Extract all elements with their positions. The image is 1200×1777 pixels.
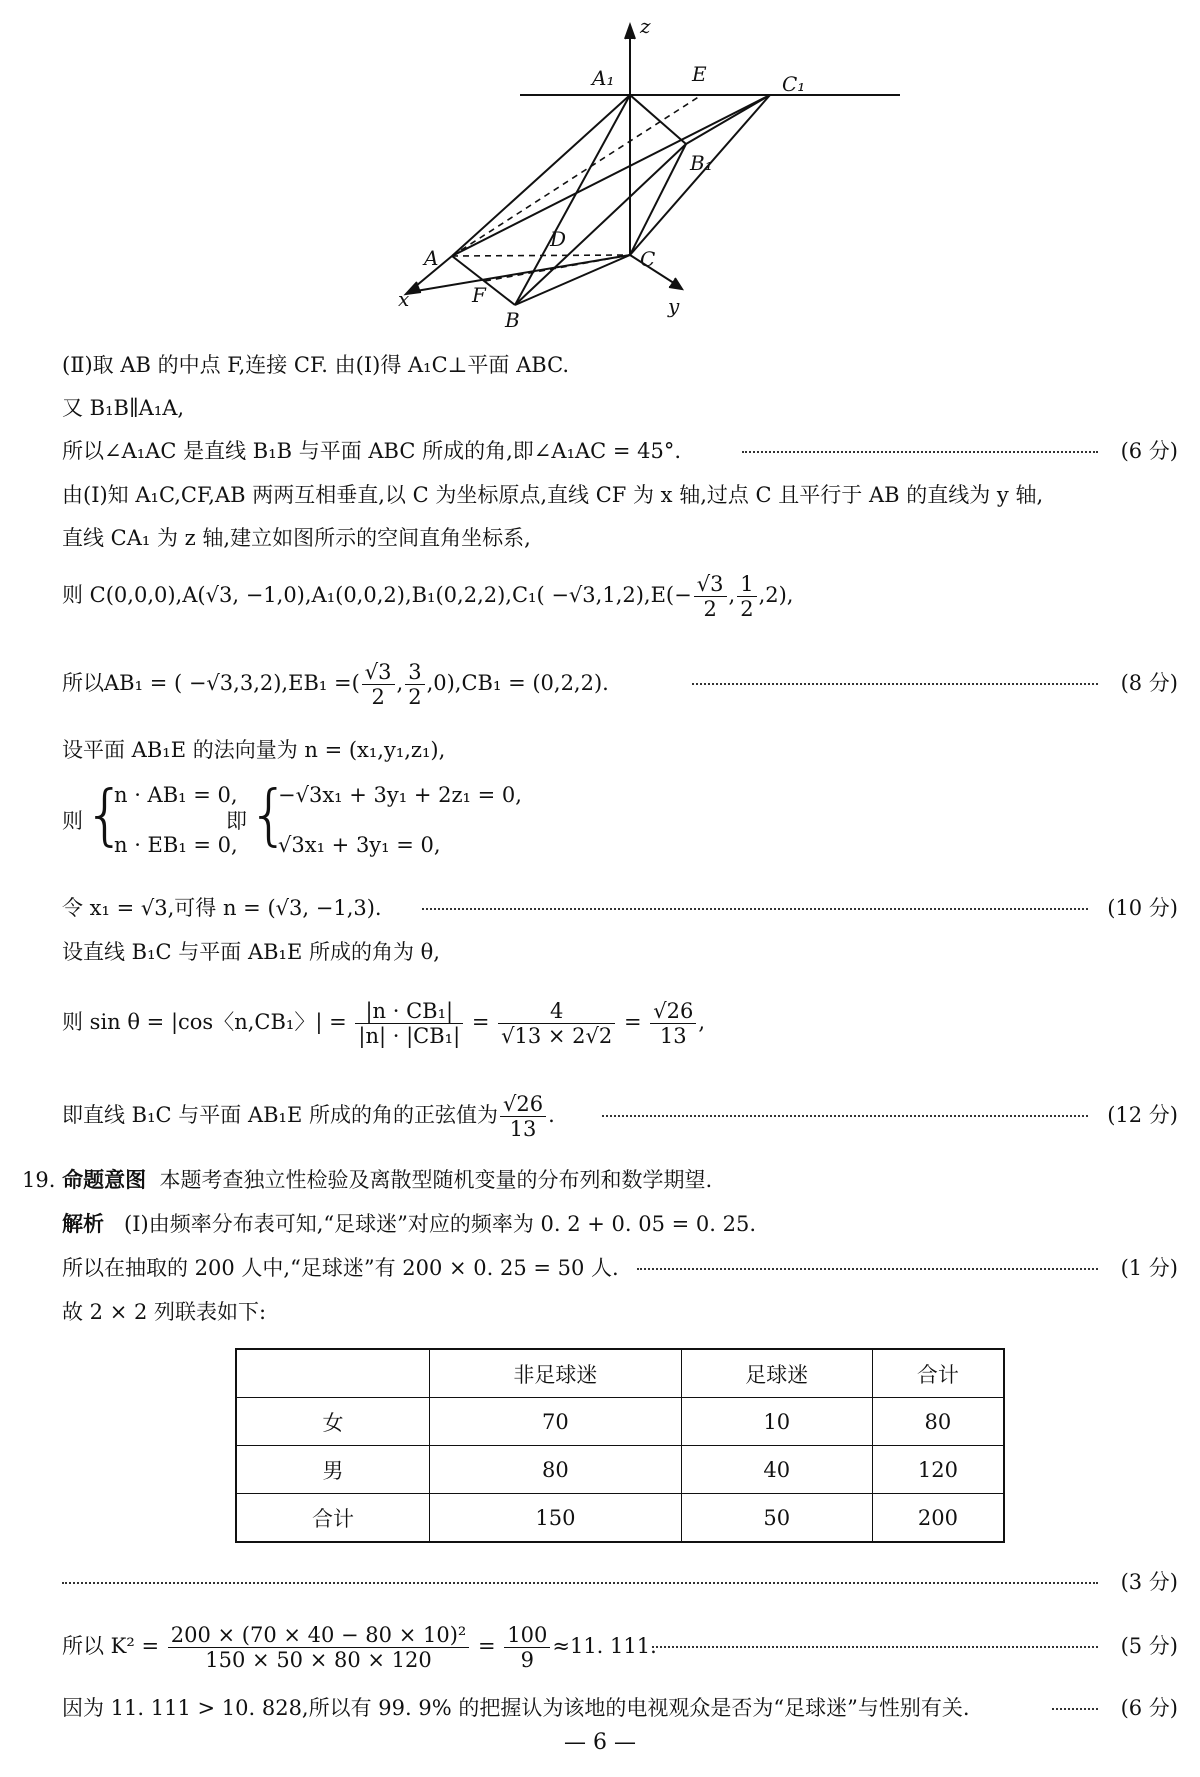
line-score-3 [62,1562,1178,1602]
fig-label-c: C [640,247,656,271]
table-row [236,1398,1004,1446]
table-cell: 合计 [872,1349,1004,1398]
score-1: (1 分) [1120,1256,1178,1280]
fig-label-x: x [398,287,410,311]
fig-label-b: B [505,308,520,332]
q19-analysis: 解析 (Ⅰ)由频率分布表可知,“足球迷”对应的频率为 0. 2 + 0. 05 = 0. 25. [62,1212,757,1236]
line-coordinate-setup-2: 直线 CA₁ 为 z 轴,建立如图所示的空间直角坐标系, [62,526,531,550]
fig-label-c1: C₁ [782,72,806,96]
table-cell: 120 [872,1446,1004,1494]
fig-label-b1: B₁ [690,151,713,175]
line-table-intro: 故 2 × 2 列联表如下: [62,1300,267,1324]
fig-label-d: D [550,227,567,251]
fig-label-a: A [424,246,439,270]
table-cell: 10 [681,1398,872,1446]
page-number: — 6 — [564,1730,636,1755]
line-angle: 所以∠A₁AC 是直线 B₁B 与平面 ABC 所成的角,即∠A₁AC = 45°. (6 分) [62,431,1178,471]
prism-figure [390,14,806,335]
fig-label-e: E [692,62,707,86]
q19-number: 19. [22,1168,56,1192]
table-cell: 合计 [236,1494,430,1543]
fig-label-z: z [640,14,651,38]
q19-intent: 19. 命题意图 本题考查独立性检验及离散型随机变量的分布列和数学期望. [22,1168,713,1192]
equation-system: 则 { n · AB₁ = 0, n · EB₁ = 0, 即 { −√3x₁ + 3y₁ + 2z₁ = 0, √3x₁ + 3y₁ = 0, [62,776,522,857]
table-cell: 足球迷 [681,1349,872,1398]
line-normal-vector: 设平面 AB₁E 的法向量为 n = (x₁,y₁,z₁), [62,738,446,762]
table-cell: 40 [681,1446,872,1494]
score-6: (6 分) [1120,439,1178,463]
line-fans-count: 所以在抽取的 200 人中,“足球迷”有 200 × 0. 25 = 50 人. (1 分) [62,1248,1178,1288]
score-3: (3 分) [1120,1570,1178,1594]
table-row [236,1446,1004,1494]
table-cell: 70 [430,1398,682,1446]
line-part2-intro: (Ⅱ)取 AB 的中点 F,连接 CF. 由(Ⅰ)得 A₁C⊥平面 ABC. [62,353,570,377]
line-coordinates: 则 C(0,0,0),A(√3, −1,0),A₁(0,0,2),B₁(0,2,2),C₁( −√3,1,2),E(− $\frac{√3}{2}$ , $\frac{1}{2}$ ,2), [62,571,794,621]
line-coordinate-setup: 由(Ⅰ)知 A₁C,CF,AB 两两互相垂直,以 C 为坐标原点,直线 CF 为 x 轴,过点 C 且平行于 AB 的直线为 y 轴, [62,483,1044,507]
fig-label-y: y [668,294,680,318]
contingency-table [235,1348,1005,1543]
line-theta: 设直线 B₁C 与平面 AB₁E 所成的角为 θ, [62,940,440,964]
table-header-row [236,1349,1004,1398]
table-cell: 150 [430,1494,682,1543]
table-cell: 80 [872,1398,1004,1446]
fig-label-f: F [472,283,486,307]
score-10: (10 分) [1107,896,1178,920]
line-sin-theta: 则 sin θ = |cos〈n,CB₁〉| = $\frac{\text{|n · CB₁|}}{\text{|n| · |CB₁|}}$ = $\frac{4}{√13 \times 2√2}$ = $\frac{√26}{13}$ , [62,998,706,1048]
table-cell: 女 [236,1398,430,1446]
score-8: (8 分) [1120,671,1178,695]
table-row [236,1494,1004,1543]
line-parallel: 又 B₁B∥A₁A, [62,396,185,420]
score-5: (5 分) [1120,1634,1178,1658]
line-conclusion: 因为 11. 111 > 10. 828,所以有 99. 9% 的把握认为该地的电视观众是否为“足球迷”与性别有关. (6 分) [62,1688,1178,1728]
line-sine-result: 即直线 B₁C 与平面 AB₁E 所成的角的正弦值为 $\frac{√26}{13}$ . (12 分) [62,1080,1178,1150]
analysis-heading: 解析 [62,1212,104,1236]
score-12: (12 分) [1107,1103,1178,1127]
table-cell: 80 [430,1446,682,1494]
table-cell: 非足球迷 [430,1349,682,1398]
line-vectors: 所以AB₁ = ( −√3,3,2),EB₁ =( $\frac{√3}{2}$ , $\frac{3}{2}$ ,0),CB₁ = (0,2,2). (8 分) [62,648,1178,718]
table-cell: 男 [236,1446,430,1494]
line-k-squared: 所以 K² = $\frac{\text{200 × (70 × 40 − 80 × 10)²}}{150 \times 50 \times 80 \times 120}$ = $\frac{100}{9}$ ≈11. 111. (5 分) [62,1608,1178,1684]
table-cell: 200 [872,1494,1004,1543]
fig-label-a1: A₁ [592,66,615,90]
q19-intent-heading: 命题意图 [62,1168,147,1192]
table-cell: 50 [681,1494,872,1543]
line-set-x1: 令 x₁ = √3,可得 n = (√3, −1,3). (10 分) [62,888,1178,928]
score-6b: (6 分) [1120,1696,1178,1720]
table-cell [236,1349,430,1398]
